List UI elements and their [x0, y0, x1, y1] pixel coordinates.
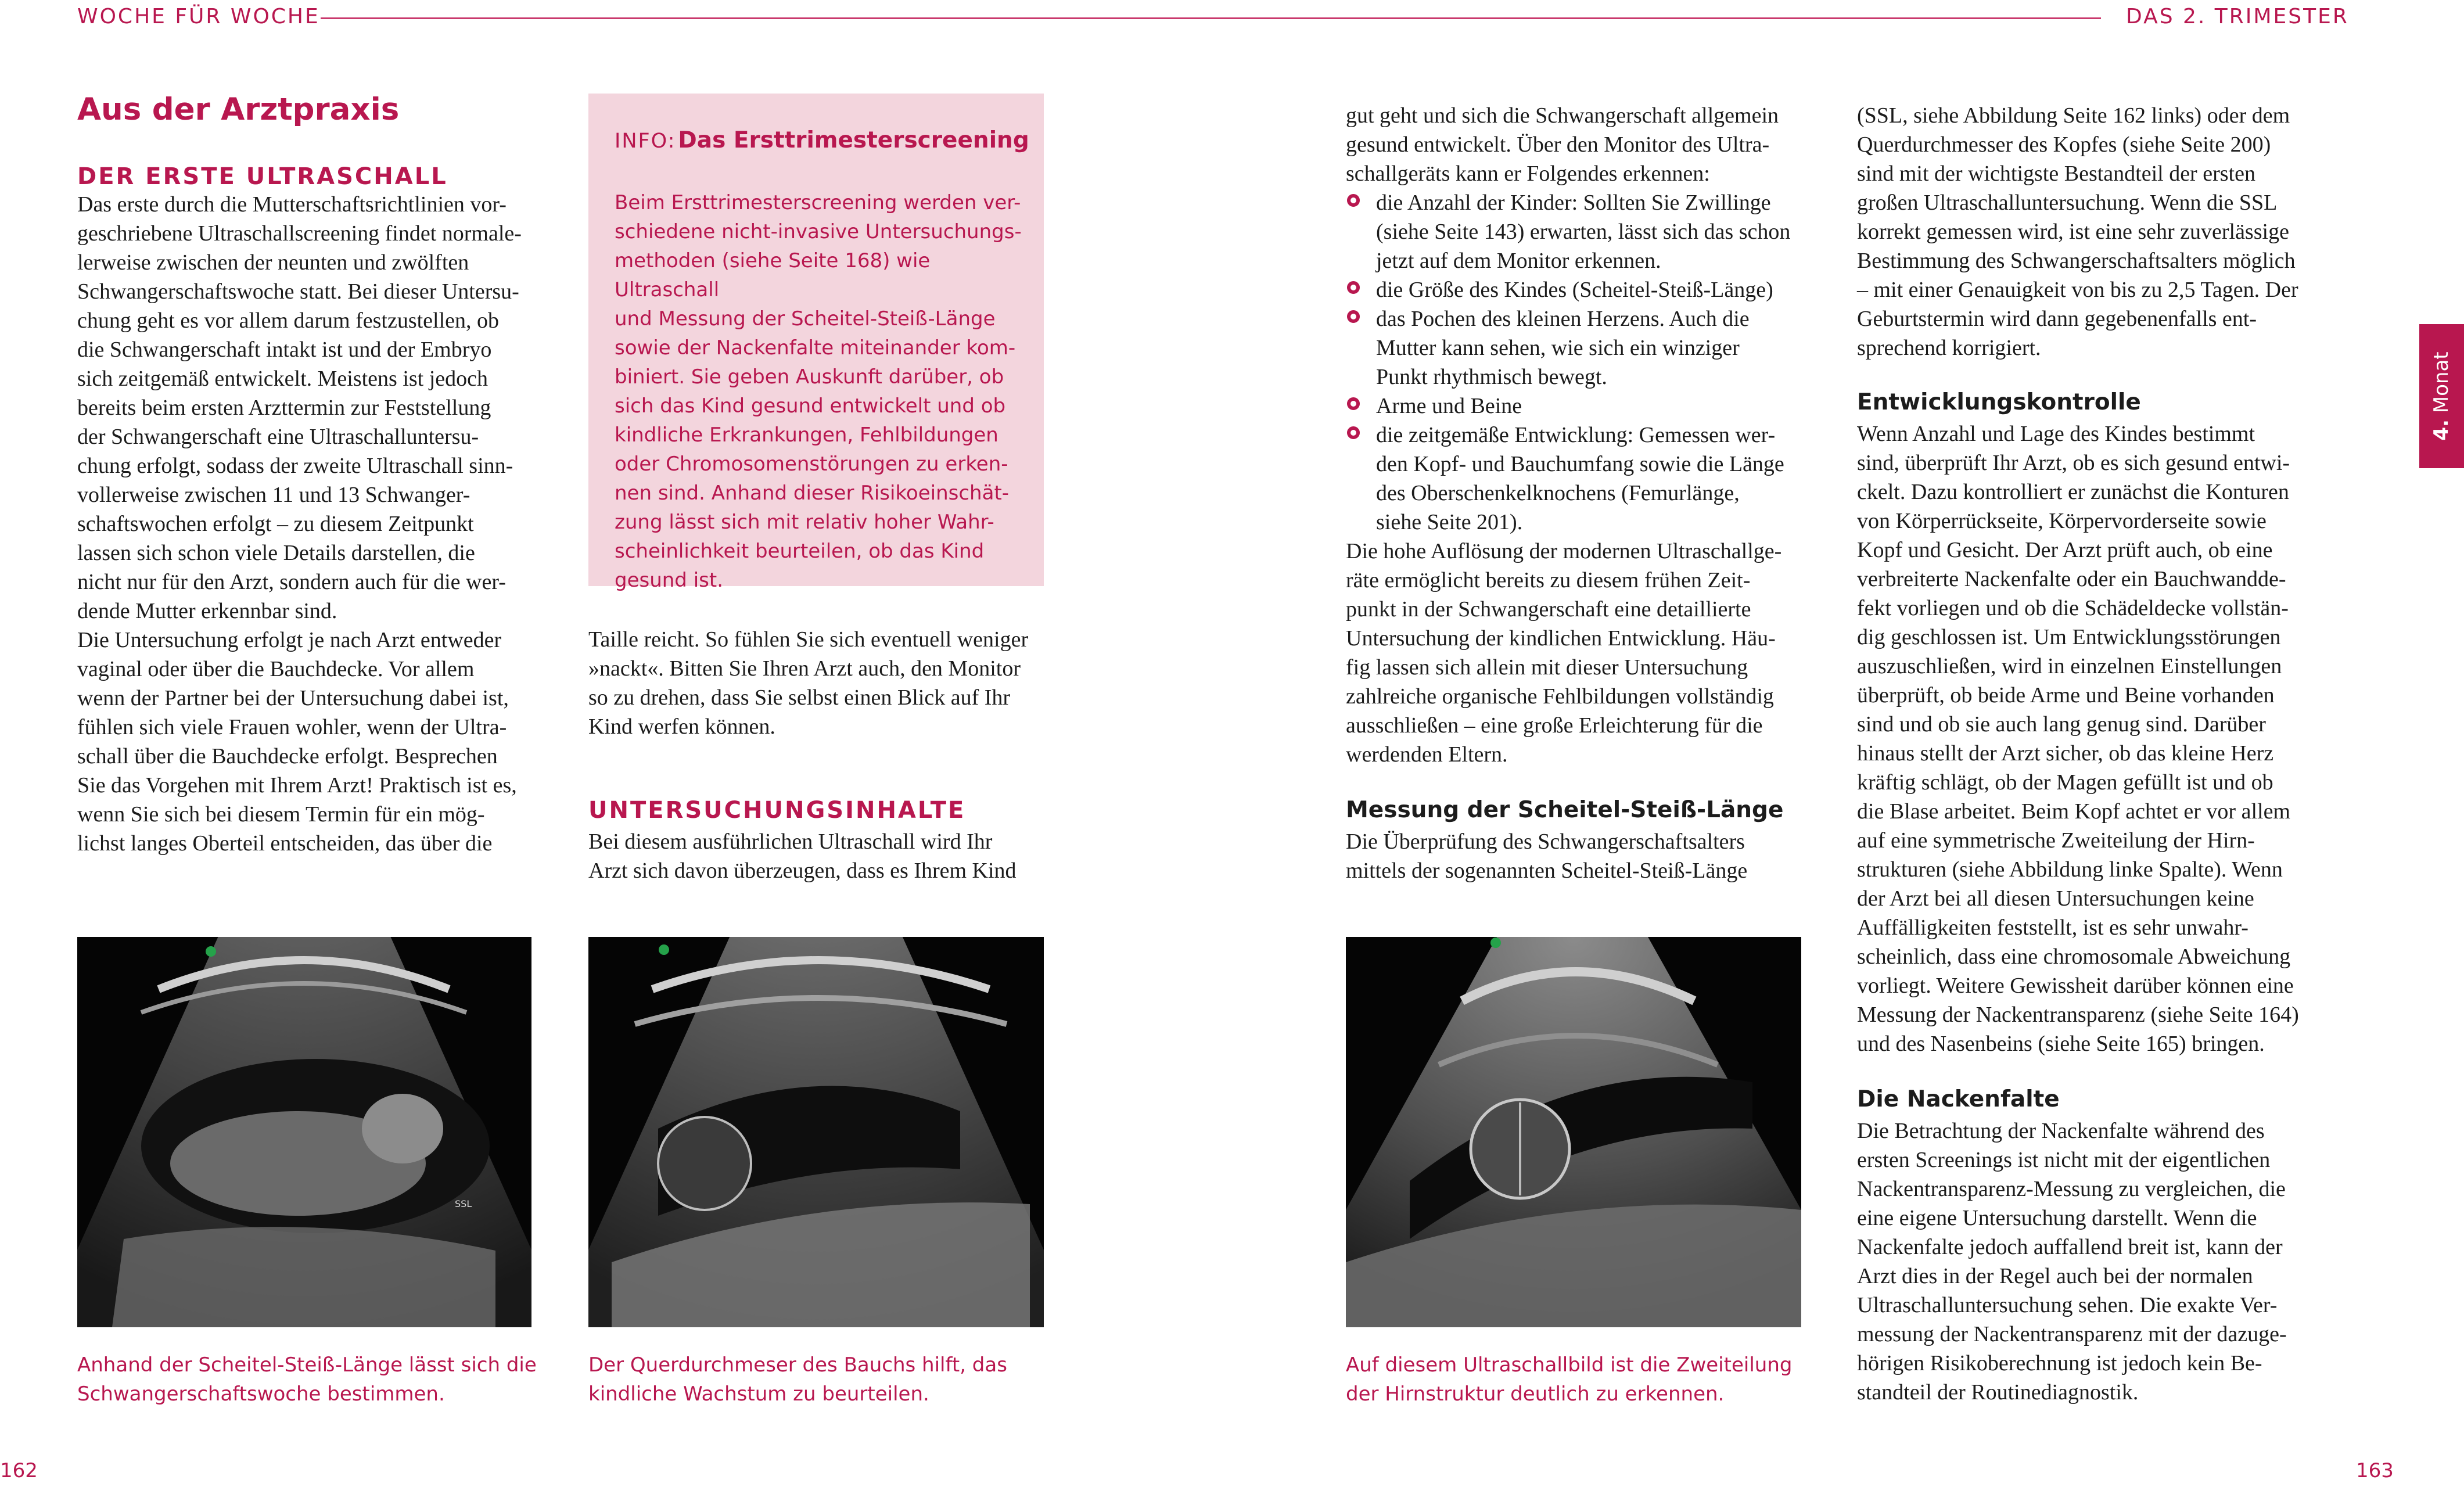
text-line: auszuschließen, wird in einzelnen Einstellungen: [1857, 654, 2282, 678]
text-line: vaginal oder über die Bauchdecke. Vor allem: [77, 657, 475, 681]
text-line: Kind werfen können.: [588, 714, 775, 739]
text-line: sich zeitgemäß entwickelt. Meistens ist jedoch: [77, 367, 489, 391]
info-line: sowie der Nackenfalte miteinander kom-: [615, 336, 1016, 360]
text-line: so zu drehen, dass Sie selbst einen Blick auf Ihr: [588, 685, 1011, 710]
bullet-circle-icon: [1347, 281, 1360, 294]
text-line: nicht nur für den Arzt, sondern auch für die wer-: [77, 570, 506, 594]
text-line: wenn Sie sich bei diesem Termin für ein mög-: [77, 802, 485, 827]
bullet-circle-icon: [1347, 194, 1360, 207]
text-line: punkt in der Schwangerschaft eine detaillierte: [1346, 597, 1751, 622]
subheading-development: Entwicklungskontrolle: [1857, 389, 2141, 415]
text-line: – mit einer Genauigkeit von bis zu 2,5 Tagen. Der: [1857, 278, 2298, 302]
text-line: strukturen (siehe Abbildung linke Spalte). Wenn: [1857, 857, 2283, 882]
list-item: [1346, 304, 1828, 391]
list-line: die Größe des Kindes (Scheitel-Steiß-Länge): [1376, 278, 1773, 302]
section-heading-first-ultrasound: DER ERSTE ULTRASCHALL: [77, 163, 448, 190]
text-line: sind und ob sie auch lang genug sind. Darüber: [1857, 712, 2266, 737]
text-line: Ultraschalluntersuchung sehen. Die exakte Ver-: [1857, 1293, 2278, 1317]
col1-body: [77, 190, 536, 858]
text-line: mittels der sogenannten Scheitel-Steiß-Länge: [1346, 859, 1748, 883]
info-title: Das Ersttrimesterscreening: [678, 127, 1029, 153]
text-line: dig geschlossen ist. Um Entwicklungsstörungen: [1857, 625, 2281, 649]
ultrasound-image-ssl: [77, 937, 531, 1327]
list-line: das Pochen des kleinen Herzens. Auch die: [1376, 307, 1750, 331]
page-number-right: 163: [2356, 1459, 2394, 1482]
text-line: fühlen sich viele Frauen wohler, wenn der Ultra-: [77, 715, 507, 739]
text-line: chung erfolgt, sodass der zweite Ultraschall sinn-: [77, 454, 513, 478]
running-header-left: WOCHE FÜR WOCHE: [77, 5, 320, 28]
text-line: dende Mutter erkennbar sind.: [77, 599, 337, 623]
section-heading-contents: UNTERSUCHUNGSINHALTE: [588, 797, 966, 824]
text-line: räte ermöglicht bereits zu diesem frühen Zeit-: [1346, 568, 1751, 592]
text-line: korrekt gemessen wird, ist eine sehr zuverlässige: [1857, 220, 2289, 244]
page-number-left: 162: [0, 1459, 38, 1482]
text-line: Untersuchung der kindlichen Entwicklung. Häu-: [1346, 626, 1776, 651]
text-line: Messung der Nackentransparenz (siehe Seite 164): [1857, 1003, 2299, 1027]
info-line: schiedene nicht-invasive Untersuchungs-: [615, 220, 1022, 243]
text-line: Nackentransparenz-Messung zu vergleichen, die: [1857, 1177, 2286, 1201]
text-line: sind, überprüft Ihr Arzt, ob es sich gesund entwi-: [1857, 451, 2290, 475]
text-line: fig lassen sich allein mit dieser Untersuchung: [1346, 655, 1748, 680]
info-prefix: INFO:: [615, 130, 676, 153]
text-line: von Körperrückseite, Körpervorderseite sowie: [1857, 509, 2267, 533]
col2-body-2: [588, 827, 1053, 885]
col4-body-2: [1857, 419, 2357, 1058]
list-item: [1346, 421, 1828, 537]
text-line: gut geht und sich die Schwangerschaft allgemein: [1346, 103, 1779, 128]
month-tab-number: 4.: [2430, 419, 2453, 441]
text-line: messung der Nackentransparenz mit der dazuge-: [1857, 1322, 2287, 1346]
page-title: Aus der Arztpraxis: [77, 92, 400, 127]
caption-line: Anhand der Scheitel-Steiß-Länge lässt sich die: [77, 1353, 537, 1377]
text-line: Geburtstermin wird dann gegebenenfalls ent-: [1857, 307, 2257, 331]
list-item: [1346, 188, 1828, 275]
col4-body-3: [1857, 1116, 2357, 1407]
text-line: eine eigene Untersuchung darstellt. Wenn die: [1857, 1206, 2257, 1230]
caption-line: Auf diesem Ultraschallbild ist die Zweiteilung: [1346, 1353, 1793, 1377]
text-line: lerweise zwischen der neunten und zwölften: [77, 250, 469, 275]
subheading-ssl: Messung der Scheitel-Steiß-Länge: [1346, 797, 1784, 823]
header-rule: [321, 17, 2101, 19]
ultrasound-image-head: [1346, 937, 1801, 1327]
text-line: Sie das Vorgehen mit Ihrem Arzt! Praktisch ist es,: [77, 773, 517, 798]
caption-image-2: [588, 1350, 1053, 1409]
list-line: jetzt auf dem Monitor erkennen.: [1376, 249, 1661, 273]
month-tab-label: Monat: [2430, 351, 2453, 414]
text-line: (SSL, siehe Abbildung Seite 162 links) oder dem: [1857, 103, 2290, 128]
text-line: gesund entwickelt. Über den Monitor des Ultra-: [1346, 132, 1770, 157]
text-line: lassen sich schon viele Details darstellen, die: [77, 541, 475, 565]
info-line: kindliche Erkrankungen, Fehlbildungen: [615, 423, 998, 447]
text-line: Die Betrachtung der Nackenfalte während des: [1857, 1119, 2265, 1143]
text-line: geschriebene Ultraschallscreening findet normale-: [77, 221, 522, 246]
info-line: biniert. Sie geben Auskunft darüber, ob: [615, 365, 1004, 389]
text-line: Das erste durch die Mutterschaftsrichtlinien vor-: [77, 192, 507, 217]
text-line: Auffälligkeiten feststellt, ist es sehr unwahr-: [1857, 915, 2249, 940]
text-line: sind mit der wichtigste Bestandteil der ersten: [1857, 161, 2255, 186]
text-line: fekt vorliegen und ob die Schädeldecke vollstän-: [1857, 596, 2289, 620]
text-line: Arzt dies in der Regel auch bei der normalen: [1857, 1264, 2253, 1288]
text-line: Taille reicht. So fühlen Sie sich eventuell weniger: [588, 627, 1029, 652]
caption-image-1: [77, 1350, 542, 1409]
text-line: Wenn Anzahl und Lage des Kindes bestimmt: [1857, 422, 2255, 446]
caption-line: der Hirnstruktur deutlich zu erkennen.: [1346, 1382, 1725, 1406]
text-line: hinaus stellt der Arzt sicher, ob das kleine Herz: [1857, 741, 2274, 766]
ssl-marker-label: SSL: [455, 1198, 472, 1209]
text-line: kräftig schlägt, ob der Magen gefüllt ist und ob: [1857, 770, 2273, 795]
info-line: zung lässt sich mit relativ hoher Wahr-: [615, 511, 994, 534]
text-line: Die hohe Auflösung der modernen Ultraschallge-: [1346, 539, 1782, 563]
text-line: und des Nasenbeins (siehe Seite 165) bringen.: [1857, 1032, 2265, 1056]
text-line: Kopf und Gesicht. Der Arzt prüft auch, ob eine: [1857, 538, 2273, 562]
text-line: lichst langes Oberteil entscheiden, das über die: [77, 831, 493, 856]
list-line: Arme und Beine: [1376, 394, 1522, 418]
info-line: scheinlichkeit beurteilen, ob das Kind: [615, 540, 985, 563]
text-line: Die Untersuchung erfolgt je nach Arzt entweder: [77, 628, 502, 652]
text-line: werdenden Eltern.: [1346, 742, 1508, 767]
text-line: Arzt sich davon überzeugen, dass es Ihrem Kind: [588, 859, 1017, 883]
text-line: überprüft, ob beide Arme und Beine vorhanden: [1857, 683, 2275, 707]
text-line: schall über die Bauchdecke erfolgt. Besprechen: [77, 744, 498, 768]
findings-list: [1346, 188, 1828, 537]
text-line: Querdurchmesser des Kopfes (siehe Seite 200): [1857, 132, 2271, 157]
text-line: verbreiterte Nackenfalte oder ein Bauchwandde-: [1857, 567, 2286, 591]
info-line: nen sind. Anhand dieser Risikoeinschät-: [615, 482, 1010, 505]
list-item: [1346, 391, 1828, 421]
info-line: gesund ist.: [615, 569, 723, 592]
text-line: auf eine symmetrische Zweiteilung der Hirn-: [1857, 828, 2255, 853]
list-line: die Anzahl der Kinder: Sollten Sie Zwillinge: [1376, 191, 1771, 215]
text-line: der Schwangerschaft eine Ultraschalluntersu-: [77, 425, 479, 449]
text-line: die Schwangerschaft intakt ist und der Embryo: [77, 337, 492, 362]
text-line: vollerweise zwischen 11 und 13 Schwanger-: [77, 483, 470, 507]
caption-line: Schwangerschaftswoche bestimmen.: [77, 1382, 445, 1406]
info-line: Beim Ersttrimesterscreening werden ver-: [615, 191, 1021, 214]
caption-line: kindliche Wachstum zu beurteilen.: [588, 1382, 929, 1406]
list-line: die zeitgemäße Entwicklung: Gemessen wer-: [1376, 423, 1776, 447]
col4-body: [1857, 101, 2357, 362]
list-line: Punkt rhythmisch bewegt.: [1376, 365, 1607, 389]
list-line: den Kopf- und Bauchumfang sowie die Länge: [1376, 452, 1784, 476]
text-line: ersten Screenings ist nicht mit der eigentlichen: [1857, 1148, 2271, 1172]
col2-body: [588, 625, 1053, 741]
list-line: des Oberschenkelknochens (Femurlänge,: [1376, 481, 1740, 505]
text-line: Bestimmung des Schwangerschaftsalters möglich: [1857, 249, 2296, 273]
month-tab: [2419, 324, 2464, 468]
col3-body-2: [1346, 827, 1828, 885]
info-box-title: [615, 127, 1029, 153]
text-line: schaftswochen erfolgt – zu diesem Zeitpunkt: [77, 512, 474, 536]
info-line: methoden (siehe Seite 168) wie Ultraschall: [615, 249, 931, 301]
text-line: Bei diesem ausführlichen Ultraschall wird Ihr: [588, 829, 993, 854]
text-line: standteil der Routinediagnostik.: [1857, 1380, 2139, 1405]
text-line: ckelt. Dazu kontrolliert er zunächst die Konturen: [1857, 480, 2289, 504]
text-line: scheinlich, dass eine chromosomale Abweichung: [1857, 944, 2291, 969]
running-header-right: DAS 2. TRIMESTER: [2126, 5, 2349, 28]
list-line: Mutter kann sehen, wie sich ein winziger: [1376, 336, 1740, 360]
subheading-neck-fold: Die Nackenfalte: [1857, 1086, 2060, 1112]
text-line: Nackenfalte jedoch auffallend breit ist, kann der: [1857, 1235, 2283, 1259]
bullet-circle-icon: [1347, 426, 1360, 439]
text-line: ausschließen – eine große Erleichterung für die: [1346, 713, 1763, 738]
bullet-circle-icon: [1347, 397, 1360, 410]
text-line: »nackt«. Bitten Sie Ihren Arzt auch, den Monitor: [588, 656, 1021, 681]
list-item: [1346, 275, 1828, 304]
col3-body: [1346, 101, 1828, 769]
column-1: [77, 92, 536, 858]
caption-image-3: [1346, 1350, 1828, 1409]
text-line: zahlreiche organische Fehlbildungen vollständig: [1346, 684, 1774, 709]
text-line: schallgeräts kann er Folgendes erkennen:: [1346, 161, 1710, 186]
text-line: hörigen Risikoberechnung ist jedoch kein Be-: [1857, 1351, 2262, 1375]
info-line: und Messung der Scheitel-Steiß-Länge: [615, 307, 996, 331]
info-box-text: [615, 188, 1033, 595]
text-line: vorliegt. Weitere Gewissheit darüber können eine: [1857, 974, 2294, 998]
info-line: oder Chromosomenstörungen zu erken-: [615, 452, 1008, 476]
text-line: bereits beim ersten Arzttermin zur Feststellung: [77, 396, 491, 420]
text-line: großen Ultraschalluntersuchung. Wenn die SSL: [1857, 191, 2278, 215]
text-line: wenn der Partner bei der Untersuchung dabei ist,: [77, 686, 509, 710]
text-line: der Arzt bei all diesen Untersuchungen keine: [1857, 886, 2254, 911]
bullet-circle-icon: [1347, 310, 1360, 323]
info-line: sich das Kind gesund entwickelt und ob: [615, 394, 1006, 418]
text-line: chung geht es vor allem darum festzustellen, ob: [77, 308, 500, 333]
ultrasound-image-abdomen: [588, 937, 1044, 1327]
list-line: siehe Seite 201).: [1376, 510, 1523, 534]
text-line: die Blase arbeitet. Beim Kopf achtet er vor allem: [1857, 799, 2290, 824]
text-line: sprechend korrigiert.: [1857, 336, 2041, 360]
info-box: [588, 94, 1044, 592]
text-line: Schwangerschaftswoche statt. Bei dieser Untersu-: [77, 279, 519, 304]
text-line: Die Überprüfung des Schwangerschaftsalters: [1346, 829, 1745, 854]
list-line: (siehe Seite 143) erwarten, lässt sich das schon: [1376, 220, 1791, 244]
caption-line: Der Querdurchmeser des Bauchs hilft, das: [588, 1353, 1007, 1377]
